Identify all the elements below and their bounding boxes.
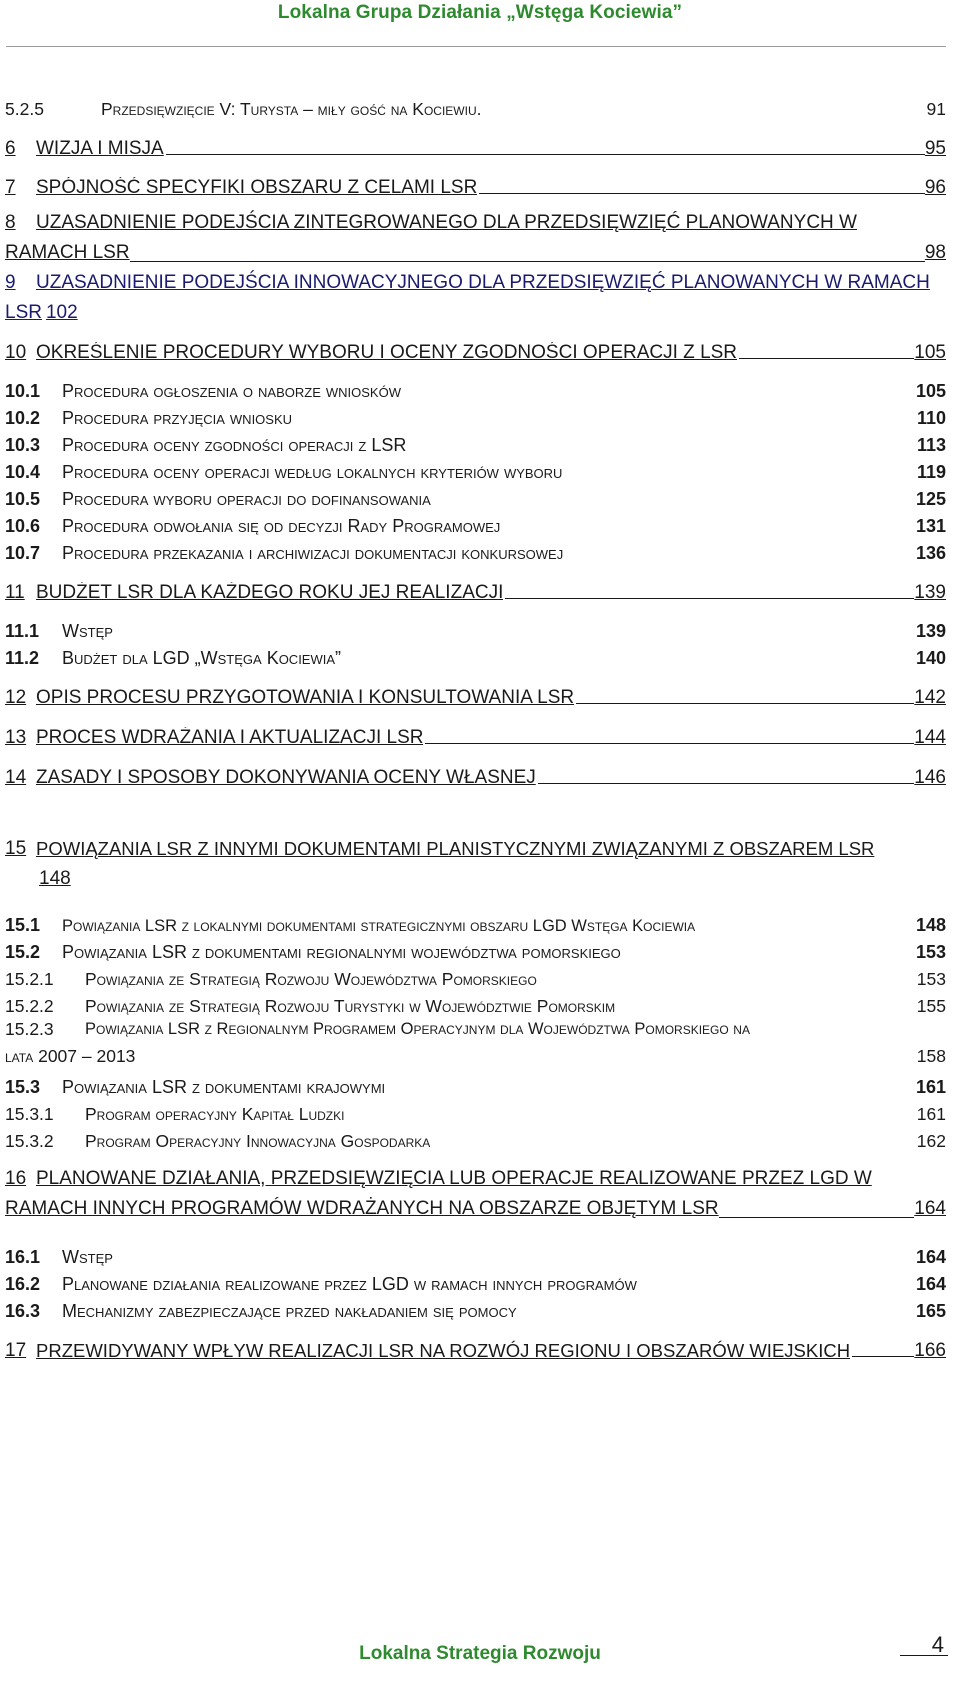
header-divider bbox=[6, 46, 946, 47]
toc-entry-15-2-3[interactable] bbox=[5, 1016, 946, 1070]
toc-entry-title: Powiązania LSR z lokalnymi dokumentami strategicznymi obszaru LGD Wstęga Kociewia bbox=[62, 917, 696, 935]
toc-entry-number: 10.4 bbox=[5, 462, 41, 482]
toc-entry-page: 125 bbox=[915, 489, 946, 509]
toc-entry-9[interactable] bbox=[5, 268, 946, 328]
toc-entry-title: POWIĄZANIA LSR Z INNYMI DOKUMENTAMI PLANISTYCZNYMI ZWIĄZANYMI Z OBSZAREM LSR bbox=[36, 838, 875, 859]
toc-entry-page: 144 bbox=[914, 727, 946, 748]
toc-entry-15-2-2[interactable] bbox=[5, 989, 946, 1017]
toc-entry-title-line2: RAMACH INNYCH PROGRAMÓW WDRAŻANYCH NA OBSZARZE OBJĘTYM LSR bbox=[5, 1198, 719, 1219]
toc-entry-title: Procedura oceny operacji według lokalnych kryteriów wyboru bbox=[62, 462, 563, 482]
toc-entry-title: Powiązania ze Strategią Rozwoju Województwa Pomorskiego bbox=[85, 969, 537, 989]
toc-entry-10[interactable] bbox=[5, 336, 946, 364]
toc-entry-number: 9 bbox=[5, 272, 16, 293]
toc-entry-title: Procedura odwołania się od decyzji Rady Programowej bbox=[62, 516, 501, 536]
toc-entry-7[interactable] bbox=[5, 171, 946, 199]
toc-entry-page: 113 bbox=[916, 435, 946, 455]
toc-entry-5-2-5[interactable] bbox=[5, 92, 946, 120]
toc-entry-15-2[interactable] bbox=[5, 935, 946, 963]
toc-entry-page: 148 bbox=[915, 915, 946, 935]
toc-entry-11[interactable] bbox=[5, 576, 946, 604]
toc-entry-title: OKREŚLENIE PROCEDURY WYBORU I OCENY ZGODNOŚCI OPERACJI Z LSR bbox=[36, 342, 738, 363]
toc-entry-16-2[interactable] bbox=[5, 1267, 946, 1295]
toc-entry-title: OPIS PROCESU PRZYGOTOWANIA I KONSULTOWANIA LSR bbox=[36, 687, 575, 708]
toc-entry-title-line2: LSR bbox=[5, 302, 42, 323]
toc-entry-page: 139 bbox=[914, 582, 946, 603]
toc-entry-title: Procedura oceny zgodności operacji z LSR bbox=[62, 435, 407, 455]
toc-entry-number: 15.2 bbox=[5, 942, 41, 962]
toc-entry-page: 164 bbox=[914, 1198, 946, 1219]
toc-entry-title: Mechanizmy zabezpieczające przed nakładaniem się pomocy bbox=[62, 1301, 517, 1321]
toc-entry-15-2-1[interactable] bbox=[5, 962, 946, 990]
toc-entry-page: 105 bbox=[915, 381, 946, 401]
toc-entry-number: 15.3.2 bbox=[5, 1131, 54, 1151]
toc-entry-title-line1: Powiązania LSR z Regionalnym Programem Operacyjnym dla Województwa Pomorskiego na bbox=[85, 1020, 750, 1038]
toc-entry-13[interactable] bbox=[5, 721, 946, 749]
toc-entry-number: 10.5 bbox=[5, 489, 41, 509]
toc-entry-title: Powiązania ze Strategią Rozwoju Turystyki w Województwie Pomorskim bbox=[85, 996, 616, 1016]
page-number: 4 bbox=[931, 1632, 944, 1657]
toc-entry-number: 16.1 bbox=[5, 1247, 41, 1267]
toc-entry-page: 98 bbox=[924, 242, 946, 263]
toc-entry-number: 15.3 bbox=[5, 1077, 41, 1097]
toc-entry-number: 15.2.2 bbox=[5, 996, 54, 1016]
toc-entry-title: Procedura wyboru operacji do dofinansowania bbox=[62, 489, 431, 509]
toc-entry-title: Przedsięwzięcie V: Turysta – miły gość na Kociewiu. bbox=[101, 99, 482, 119]
toc-entry-number: 16.2 bbox=[5, 1274, 41, 1294]
toc-entry-title-line1: UZASADNIENIE PODEJŚCIA ZINTEGROWANEGO DLA PRZEDSIĘWZIĘĆ PLANOWANYCH W bbox=[36, 212, 857, 233]
toc-entry-page: 96 bbox=[924, 177, 946, 198]
toc-entry-16-3[interactable] bbox=[5, 1294, 946, 1322]
toc-entry-number: 11.1 bbox=[5, 621, 40, 641]
toc-entry-number: 16.3 bbox=[5, 1301, 41, 1321]
toc-entry-number: 7 bbox=[5, 177, 16, 198]
toc-entry-10-3[interactable] bbox=[5, 428, 946, 456]
toc-entry-number: 8 bbox=[5, 212, 16, 233]
toc-entry-15[interactable] bbox=[5, 834, 946, 894]
page-footer-title: Lokalna Strategia Rozwoju bbox=[359, 1643, 601, 1664]
toc-entry-number: 11 bbox=[5, 582, 25, 603]
toc-entry-number: 14 bbox=[5, 767, 27, 788]
toc-entry-17[interactable] bbox=[5, 1334, 946, 1362]
toc-entry-number: 10.1 bbox=[5, 381, 41, 401]
toc-entry-15-3[interactable] bbox=[5, 1070, 946, 1098]
toc-entry-page: 155 bbox=[916, 996, 946, 1016]
toc-entry-15-3-1[interactable] bbox=[5, 1097, 946, 1125]
toc-entry-page: 119 bbox=[916, 462, 946, 482]
toc-entry-number: 10.2 bbox=[5, 408, 41, 428]
toc-entry-page: 164 bbox=[915, 1274, 946, 1294]
toc-entry-number: 15.2.3 bbox=[5, 1019, 54, 1039]
toc-entry-title: Procedura przekazania i archiwizacji dokumentacji konkursowej bbox=[62, 543, 564, 563]
toc-entry-number: 15 bbox=[5, 838, 27, 859]
toc-entry-14[interactable] bbox=[5, 761, 946, 789]
toc-entry-title: Program operacyjny Kapitał Ludzki bbox=[85, 1104, 345, 1124]
toc-entry-10-7[interactable] bbox=[5, 536, 946, 564]
toc-entry-10-2[interactable] bbox=[5, 401, 946, 429]
toc-entry-page: 153 bbox=[916, 969, 946, 989]
toc-entry-page: 105 bbox=[914, 342, 946, 363]
toc-entry-title-line1: PLANOWANE DZIAŁANIA, PRZEDSIĘWZIĘCIA LUB OPERACJE REALIZOWANE PRZEZ LGD W bbox=[36, 1168, 872, 1189]
toc-entry-title: Budżet dla LGD „Wstęga Kociewia” bbox=[62, 648, 342, 668]
toc-entry-page: 162 bbox=[916, 1131, 946, 1151]
toc-entry-title: SPÓJNOŚĆ SPECYFIKI OBSZARU Z CELAMI LSR bbox=[36, 177, 478, 198]
toc-entry-number: 10.3 bbox=[5, 435, 41, 455]
page-header-title: Lokalna Grupa Działania „Wstęga Kociewia” bbox=[277, 2, 683, 23]
toc-entry-page: 153 bbox=[915, 942, 946, 962]
toc-entry-number: 10 bbox=[5, 342, 27, 363]
toc-entry-page: 161 bbox=[916, 1104, 946, 1124]
toc-entry-title: Powiązania LSR z dokumentami regionalnymi województwa pomorskiego bbox=[62, 942, 621, 962]
toc-entry-title: Program Operacyjny Innowacyjna Gospodarka bbox=[85, 1131, 431, 1151]
toc-entry-10-1[interactable] bbox=[5, 374, 946, 402]
toc-entry-title: ZASADY I SPOSOBY DOKONYWANIA OCENY WŁASNEJ bbox=[36, 767, 536, 788]
toc-entry-10-4[interactable] bbox=[5, 455, 946, 483]
toc-entry-number: 10.7 bbox=[5, 543, 41, 563]
toc-entry-page: 139 bbox=[915, 621, 946, 641]
toc-entry-number: 17 bbox=[5, 1340, 27, 1361]
toc-entry-title: Powiązania LSR z dokumentami krajowymi bbox=[62, 1077, 386, 1097]
toc-entry-11-1[interactable] bbox=[5, 614, 946, 642]
toc-entry-page: 136 bbox=[915, 543, 946, 563]
toc-entry-page: 142 bbox=[914, 687, 946, 708]
toc-entry-page: 102 bbox=[45, 302, 78, 323]
toc-entry-title: Wstęp bbox=[62, 621, 113, 641]
toc-entry-number: 12 bbox=[5, 687, 27, 708]
toc-entry-title-line2: lata 2007 – 2013 bbox=[5, 1046, 136, 1066]
toc-entry-title: BUDŻET LSR DLA KAŻDEGO ROKU JEJ REALIZACJI bbox=[36, 582, 504, 603]
toc-entry-10-5[interactable] bbox=[5, 482, 946, 510]
toc-entry-title: Planowane działania realizowane przez LGD w ramach innych programów bbox=[62, 1274, 637, 1294]
toc-entry-page: 131 bbox=[915, 516, 946, 536]
toc-entry-title: Procedura przyjęcia wniosku bbox=[62, 408, 293, 428]
toc-entry-number: 15.3.1 bbox=[5, 1104, 54, 1124]
toc-entry-8[interactable] bbox=[5, 208, 946, 268]
toc-entry-15-3-2[interactable] bbox=[5, 1124, 946, 1152]
toc-entry-page: 140 bbox=[915, 648, 946, 668]
toc-entry-title-line1: UZASADNIENIE PODEJŚCIA INNOWACYJNEGO DLA PRZEDSIĘWZIĘĆ PLANOWANYCH W RAMACH bbox=[36, 272, 930, 293]
toc-entry-title: PRZEWIDYWANY WPŁYW REALIZACJI LSR NA ROZWÓJ REGIONU I OBSZARÓW WIEJSKICH bbox=[36, 1340, 851, 1361]
toc-entry-number: 5.2.5 bbox=[5, 99, 44, 119]
toc-entry-number: 10.6 bbox=[5, 516, 41, 536]
toc-entry-number: 11.2 bbox=[5, 648, 40, 668]
toc-entry-number: 16 bbox=[5, 1168, 27, 1189]
toc-entry-number: 13 bbox=[5, 727, 27, 748]
toc-entry-page: 95 bbox=[924, 138, 946, 159]
toc-entry-16-1[interactable] bbox=[5, 1240, 946, 1268]
toc-entry-number: 15.1 bbox=[5, 915, 41, 935]
toc-entry-15-1[interactable] bbox=[5, 908, 946, 936]
toc-entry-page: 164 bbox=[915, 1247, 946, 1267]
toc-entry-title: WIZJA I MISJA bbox=[36, 138, 164, 159]
toc-entry-number: 15.2.1 bbox=[5, 969, 54, 989]
toc-entry-page: 148 bbox=[39, 868, 71, 889]
toc-entry-10-6[interactable] bbox=[5, 509, 946, 537]
toc-entry-title: Wstęp bbox=[62, 1247, 113, 1267]
toc-entry-number: 6 bbox=[5, 138, 16, 159]
toc-entry-title: PROCES WDRAŻANIA I AKTUALIZACJI LSR bbox=[36, 727, 424, 748]
toc-entry-title: Procedura ogłoszenia o naborze wniosków bbox=[62, 381, 401, 401]
toc-entry-12[interactable] bbox=[5, 681, 946, 709]
toc-entry-page: 166 bbox=[914, 1340, 946, 1361]
toc-entry-page: 146 bbox=[914, 767, 946, 788]
toc-entry-page: 158 bbox=[916, 1046, 946, 1066]
toc-entry-page: 161 bbox=[915, 1077, 946, 1097]
toc-entry-page: 165 bbox=[915, 1301, 946, 1321]
toc-entry-11-2[interactable] bbox=[5, 641, 946, 669]
toc-entry-title-line2: RAMACH LSR bbox=[5, 242, 130, 263]
toc-entry-page: 110 bbox=[916, 408, 946, 428]
toc-entry-page: 91 bbox=[926, 99, 946, 119]
toc-entry-16[interactable] bbox=[5, 1164, 946, 1224]
toc-entry-6[interactable] bbox=[5, 132, 946, 160]
